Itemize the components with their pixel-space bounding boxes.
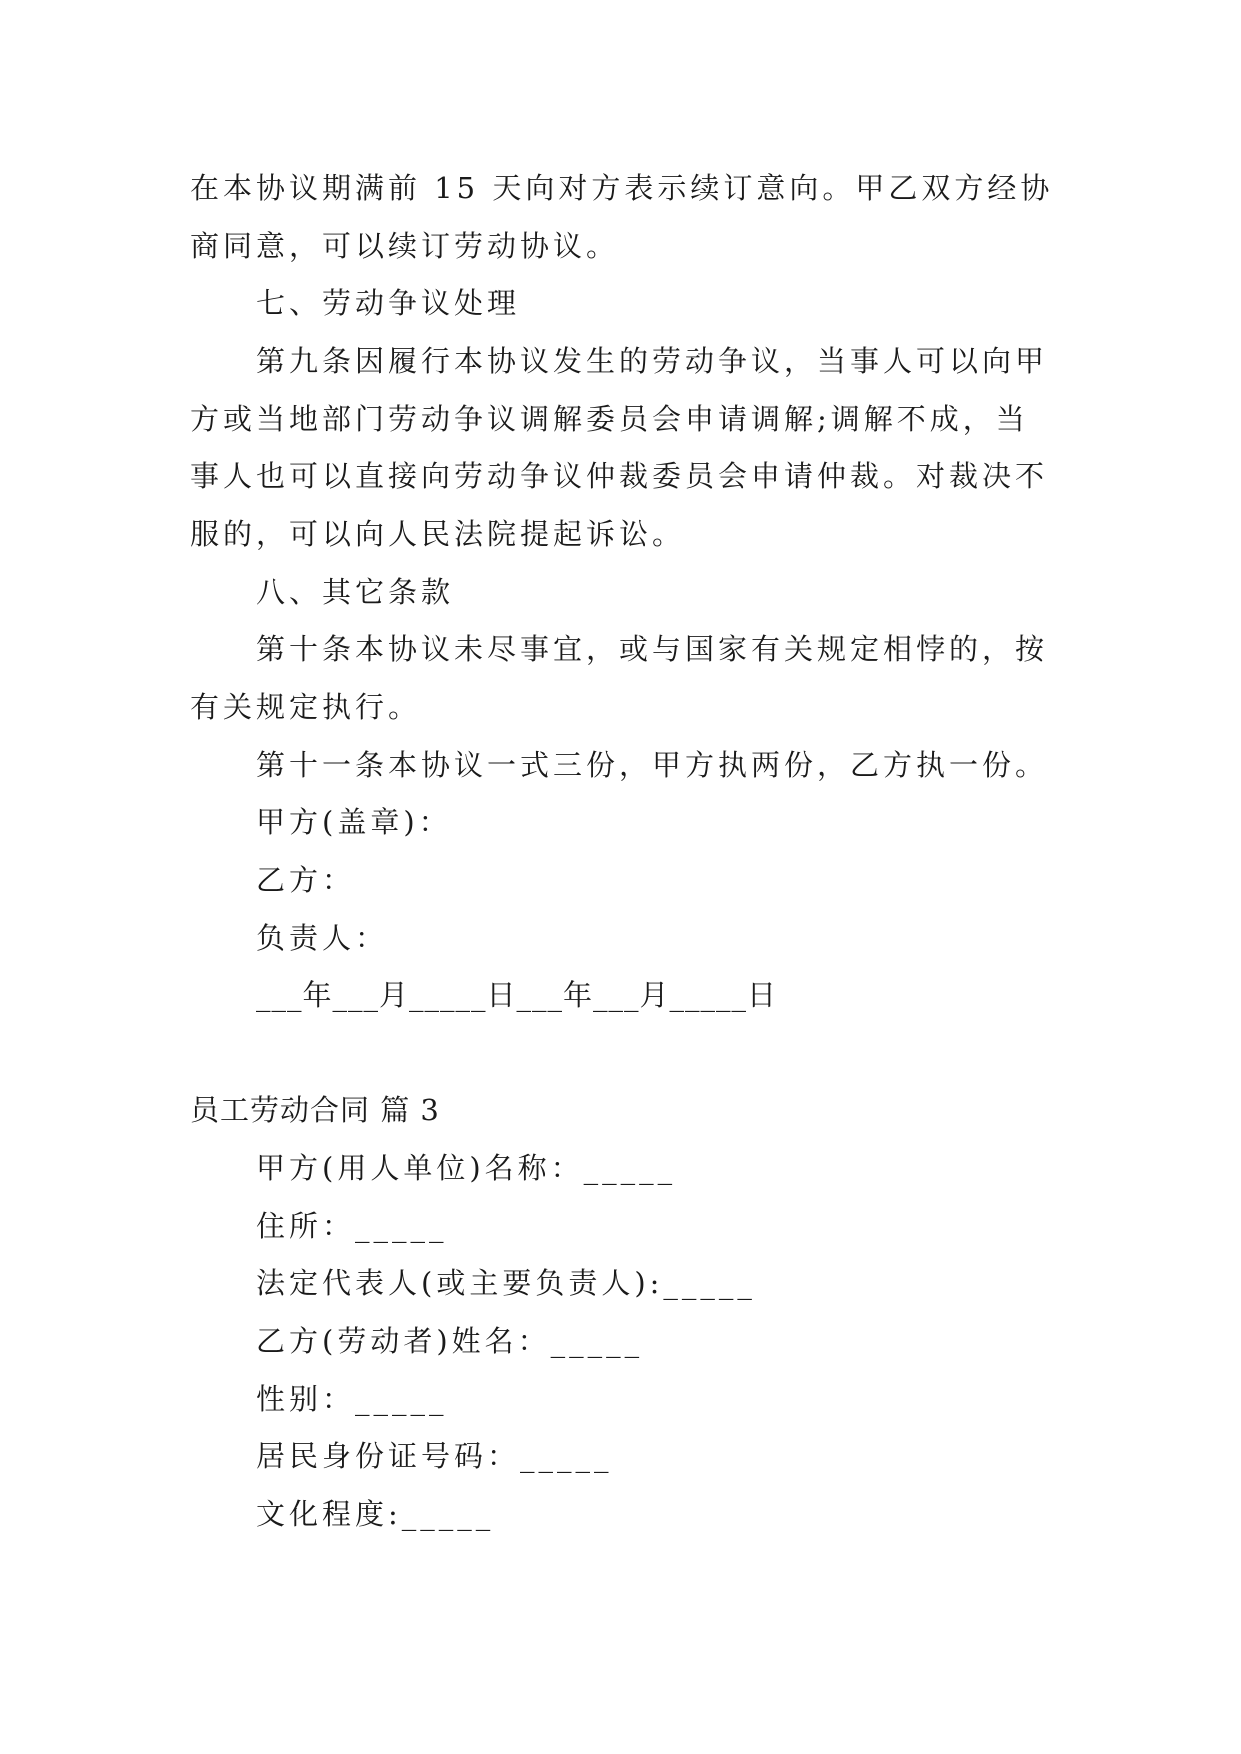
paragraph-line: 第九条因履行本协议发生的劳动争议，当事人可以向甲	[256, 344, 1049, 378]
section-heading: 七、劳动争议处理	[256, 286, 521, 320]
paragraph-line: 在本协议期满前 15 天向对方表示续订意向。甲乙双方经协	[190, 171, 1054, 205]
form-line: 法定代表人(或主要负责人):_____	[256, 1266, 756, 1300]
signature-line-party-b: 乙方：	[256, 863, 356, 897]
signature-line-party-a: 甲方(盖章)：	[256, 805, 452, 839]
paragraph-line: 商同意，可以续订劳动协议。	[190, 229, 620, 263]
paragraph-line: 服的，可以向人民法院提起诉讼。	[190, 517, 686, 551]
form-line: 居民身份证号码：_____	[256, 1439, 613, 1473]
paragraph-line: 有关规定执行。	[190, 690, 422, 724]
form-line: 住所：_____	[256, 1209, 448, 1243]
form-line: 甲方(用人单位)名称：_____	[256, 1151, 677, 1185]
section-title: 员工劳动合同 篇 3	[190, 1093, 440, 1127]
paragraph-line: 事人也可以直接向劳动争议仲裁委员会申请仲裁。对裁决不	[190, 459, 1049, 493]
paragraph-line: 第十条本协议未尽事宜，或与国家有关规定相悖的，按	[256, 632, 1049, 666]
form-line: 乙方(劳动者)姓名：_____	[256, 1324, 644, 1358]
signature-line-responsible: 负责人：	[256, 921, 389, 955]
date-line: ___年___月_____日___年___月_____日	[256, 978, 778, 1012]
paragraph-line: 第十一条本协议一式三份，甲方执两份，乙方执一份。	[256, 748, 1049, 782]
form-line: 性别：_____	[256, 1382, 448, 1416]
section-heading: 八、其它条款	[256, 575, 455, 609]
paragraph-line: 方或当地部门劳动争议调解委员会申请调解;调解不成，当	[190, 402, 1029, 436]
form-line: 文化程度:_____	[256, 1497, 495, 1531]
